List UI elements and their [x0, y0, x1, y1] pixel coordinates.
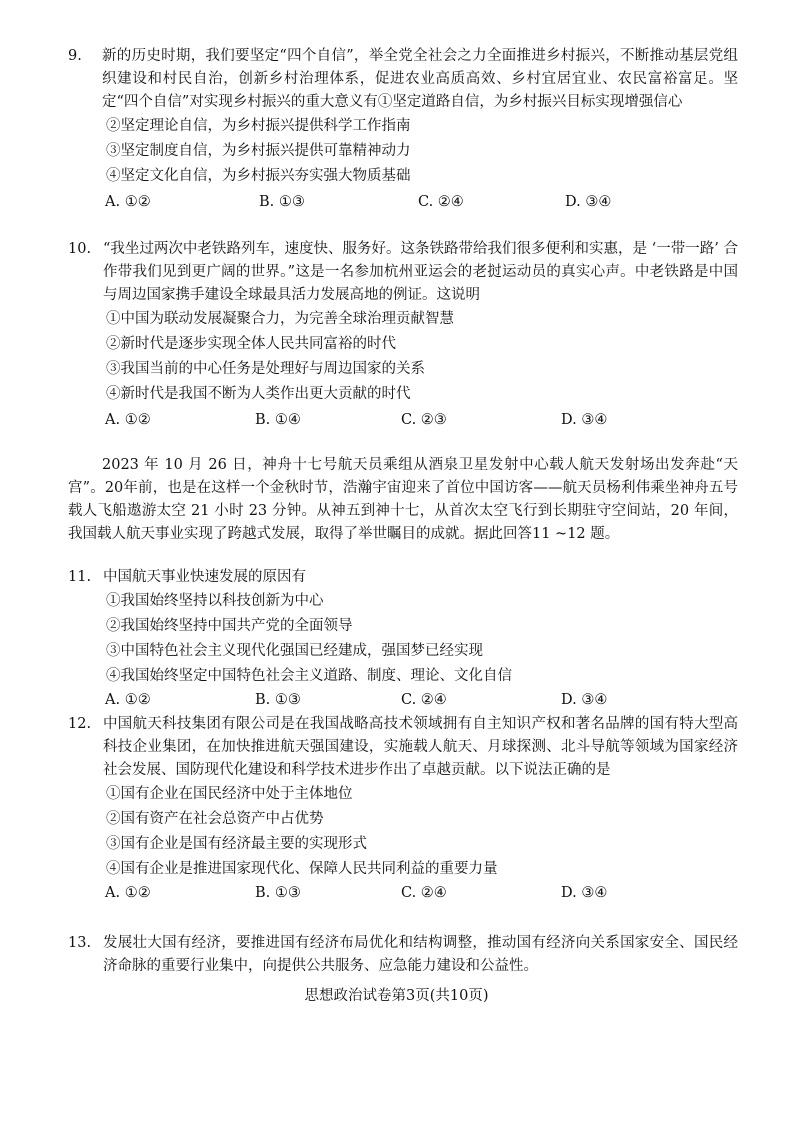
question-11 [68, 566, 738, 711]
option-4: ④我国始终坚定中国特色社会主义道路、制度、理论、文化自信 [106, 668, 512, 684]
option-4: ④坚定文化自信，为乡村振兴夯实强大物质基础 [106, 168, 411, 184]
answer-choices [105, 689, 738, 711]
question-stem: 发展壮大国有经济，要推进国有经济布局优化和结构调整，推动国有经济向关系国家安全、国民经济命脉的重要行业集中，向提供公共服务、应急能力建设和公益性。 [103, 935, 738, 974]
question-number: 9. [68, 48, 82, 64]
question-13 [68, 932, 738, 978]
choice-d: D. ③④ [561, 412, 608, 428]
choice-d: D. ③④ [565, 194, 612, 210]
choice-a: A. ①② [105, 194, 151, 210]
option-2: ②新时代是逐步实现全体人民共同富裕的时代 [106, 336, 396, 352]
question-number: 11. [68, 569, 92, 585]
answer-choices [105, 407, 738, 433]
choice-b: B. ①③ [255, 692, 301, 708]
option-1: ①国有企业在国民经济中处于主体地位 [106, 786, 353, 802]
choice-c: C. ②④ [418, 194, 464, 210]
question-stem: 新的历史时期，我们要坚定“四个自信”，举全党全社会之力全面推进乡村振兴，不断推动基层党组织建设和村民自治，创新乡村治理体系，促进农业高质高效、乡村宜居宜业、农民富裕富足。坚定“四个自信”对实现乡村振兴的重大意义有①坚定道路自信，为乡村振兴目标实现增强信心 [102, 48, 738, 110]
choice-a: A. ①② [105, 885, 151, 901]
question-stem: “我坐过两次中老铁路列车，速度快、服务好。这条铁路带给我们很多便利和实惠，是 ‘一带一路’ 合作带我们见到更广阔的世界。”这是一名参加杭州亚运会的老挝运动员的真实心声。中老铁路是中国与周边国家携手建设全球最具活力发展高地的例证。这说明 [103, 241, 738, 303]
choice-a: A. ①② [105, 412, 151, 428]
choice-b: B. ①③ [255, 885, 301, 901]
option-2: ②我国始终坚持中国共产党的全面领导 [106, 618, 353, 634]
option-4: ④新时代是我国不断为人类作出更大贡献的时代 [106, 386, 411, 402]
option-1: ①我国始终坚持以科技创新为中心 [106, 593, 324, 609]
option-3: ③中国特色社会主义现代化强国已经建成，强国梦已经实现 [106, 643, 483, 659]
choice-a: A. ①② [105, 692, 151, 708]
option-3: ③国有企业是国有经济最主要的实现形式 [106, 836, 367, 852]
question-number: 13. [68, 935, 92, 951]
question-12 [68, 713, 738, 904]
question-stem: 中国航天事业快速发展的原因有 [103, 569, 306, 585]
option-1: ①中国为联动发展凝聚合力，为完善全球治理贡献智慧 [106, 311, 454, 327]
option-2: ②国有资产在社会总资产中占优势 [106, 811, 324, 827]
choice-c: C. ②④ [401, 692, 447, 708]
choice-d: D. ③④ [561, 885, 608, 901]
choice-b: B. ①④ [255, 412, 301, 428]
reading-material [68, 454, 738, 546]
page-footer: 思想政治试卷第3页(共10页) [304, 988, 489, 1004]
question-9 [68, 45, 738, 215]
question-number: 12. [68, 716, 92, 732]
answer-choices [105, 882, 738, 904]
option-3: ③我国当前的中心任务是处理好与周边国家的关系 [106, 361, 425, 377]
question-10 [68, 238, 738, 433]
question-stem: 中国航天科技集团有限公司是在我国战略高技术领域拥有自主知识产权和著名品牌的国有特大型高科技企业集团，在加快推进航天强国建设，实施载人航天、月球探测、北斗导航等领域为国家经济社会发展、国防现代化建设和科学技术进步作出了卓越贡献。以下说法正确的是 [103, 716, 738, 778]
material-paragraph: 2023 年 10 月 26 日，神舟十七号航天员乘组从酒泉卫星发射中心载人航天发射场出发奔赴“天宫”。20年前，也是在这样一个金秋时节，浩瀚宇宙迎来了首位中国访客——航天员杨利伟乘坐神舟五号载人飞船遨游太空 21 小时 23 分钟。从神五到神十七，从首次太空飞行到长期驻守空间站，20 年间，我国载人航天事业实现了跨越式发展，取得了举世瞩目的成就。据此回答11 ~12 题。 [68, 457, 738, 542]
option-3: ③坚定制度自信，为乡村振兴提供可靠精神动力 [106, 143, 411, 159]
choice-c: C. ②④ [401, 885, 447, 901]
choice-d: D. ③④ [561, 692, 608, 708]
option-4: ④国有企业是推进国家现代化、保障人民共同利益的重要力量 [106, 861, 498, 877]
answer-choices [105, 189, 738, 215]
option-2: ②坚定理论自信，为乡村振兴提供科学工作指南 [106, 118, 411, 134]
choice-c: C. ②③ [401, 412, 447, 428]
choice-b: B. ①③ [259, 194, 305, 210]
question-number: 10. [68, 241, 92, 257]
